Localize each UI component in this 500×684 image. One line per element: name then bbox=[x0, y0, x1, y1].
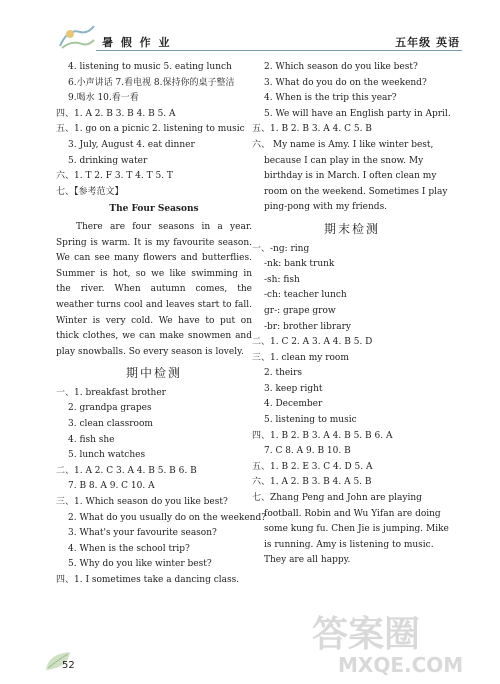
answer-line: 2. theirs bbox=[264, 368, 302, 379]
answer-line: 5. Why do you like winter best? bbox=[68, 559, 212, 570]
answer-line: 五、1. go on a picnic 2. listening to music bbox=[56, 124, 245, 135]
answer-line: 3. July, August 4. eat dinner bbox=[68, 139, 195, 150]
answer-line: 7. B 8. A 9. C 10. A bbox=[68, 481, 155, 492]
writing-answer: 六、 My name is Amy. I like winter best, because I can play in the snow. My birthday is in March. I often clean my room on the weekend. Sometimes I play ping-pong with my friends. bbox=[252, 139, 448, 213]
midterm-answers bbox=[56, 386, 267, 589]
answer-line: 四、1. I sometimes take a dancing class. bbox=[56, 575, 240, 585]
answer-line: 五、1. B 2. B 3. A 4. C 5. B bbox=[252, 124, 372, 135]
answer-line: 二、1. A 2. C 3. A 4. B 5. B 6. B bbox=[56, 465, 197, 476]
answer-line: 2. What do you usually do on the weekend? bbox=[68, 512, 267, 523]
header-rule bbox=[96, 50, 462, 51]
book-logo-icon bbox=[58, 22, 96, 52]
essay-title: The Four Seasons bbox=[109, 204, 199, 215]
answer-line: 三、1. clean my room bbox=[252, 352, 349, 363]
final-title: 期末检测 bbox=[323, 221, 380, 236]
answer-line: 6.小声讲话 7.看电视 8.保持你的桌子整洁 bbox=[68, 77, 235, 88]
answer-line: 4. fish she bbox=[68, 434, 115, 445]
answer-line: -ch: teacher lunch bbox=[264, 290, 347, 301]
answer-line: -nk: bank trunk bbox=[264, 259, 335, 270]
answer-line: 4. When is the school trip? bbox=[68, 543, 190, 554]
answer-list-right bbox=[252, 60, 452, 138]
answer-line: 3. What do you do on the weekend? bbox=[264, 77, 427, 88]
answer-line: 六、1. T 2. F 3. T 4. T 5. T bbox=[56, 171, 173, 182]
answer-line: 5. listening to music bbox=[264, 415, 357, 426]
answer-line: 四、1. B 2. B 3. A 4. B 5. B 6. A bbox=[252, 430, 393, 441]
header-title: 暑 假 作 业 bbox=[102, 36, 172, 49]
final-writing-answer: 七、Zhang Peng and John are playing football. Robin and Wu Yifan are doing some kung fu. Chen Jie is jumping. Mike is running. Amy is listening to music. They are all happy. bbox=[252, 493, 449, 566]
answer-line: 七、【参考范文】 bbox=[56, 186, 124, 197]
essay-body: There are four seasons in a year. Spring is warm. It is my favourite season. We can see many flowers and butterflies. Summer is hot, so we like swimming in the river. When autumn comes, the weather turns cool and leaves start to fall. Winter is very cold. We have to put on thick clothes, we can make snowmen and play snowballs. So every season is lovely. bbox=[56, 221, 252, 357]
answer-line: 5. drinking water bbox=[68, 155, 148, 166]
answer-line: 一、1. breakfast brother bbox=[56, 387, 166, 398]
answer-line: 4. When is the trip this year? bbox=[264, 93, 397, 104]
answer-list-left bbox=[56, 60, 252, 200]
right-column bbox=[252, 60, 452, 569]
final-answers bbox=[252, 242, 452, 492]
watermark-logo-icon bbox=[308, 606, 478, 678]
answer-line: 5. We will have an English party in April. bbox=[264, 108, 451, 119]
answer-line: 4. listening to music 5. eating lunch bbox=[68, 62, 232, 72]
answer-line: -sh: fish bbox=[264, 274, 300, 285]
left-column bbox=[56, 60, 267, 589]
answer-line: 五、1. B 2. E 3. C 4. D 5. A bbox=[252, 461, 373, 472]
answer-line: 3. What's your favourite season? bbox=[68, 528, 217, 539]
answer-line: -br: brother library bbox=[264, 321, 351, 332]
answer-line: 7. C 8. A 9. B 10. B bbox=[264, 446, 351, 457]
header-grade: 五年级 英语 bbox=[395, 36, 460, 49]
answer-line: 一、-ng: ring bbox=[252, 243, 310, 254]
answer-line: 2. Which season do you like best? bbox=[264, 62, 418, 72]
midterm-title: 期中检测 bbox=[125, 366, 182, 381]
watermark-main: 答案圈 bbox=[312, 614, 421, 655]
answer-line: 三、1. Which season do you like best? bbox=[56, 497, 228, 508]
page-header bbox=[0, 0, 500, 58]
answer-line: 2. grandpa grapes bbox=[68, 403, 152, 414]
answer-line: 六、1. A 2. B 3. B 4. A 5. B bbox=[252, 477, 372, 488]
page-number: 52 bbox=[62, 660, 75, 671]
watermark-url: MXQE.COM bbox=[338, 653, 464, 677]
answer-line: 二、1. C 2. A 3. A 4. B 5. D bbox=[252, 337, 373, 348]
answer-line: 3. keep right bbox=[264, 383, 323, 394]
answer-line: 4. December bbox=[264, 399, 323, 410]
answer-line: 四、1. A 2. B 3. B 4. B 5. A bbox=[56, 108, 176, 119]
answer-line: gr-: grape grow bbox=[264, 305, 336, 316]
answer-line: 3. clean classroom bbox=[68, 419, 153, 430]
answer-line: 9.喝水 10.看一看 bbox=[68, 93, 139, 104]
answer-line: 5. lunch watches bbox=[68, 450, 146, 461]
